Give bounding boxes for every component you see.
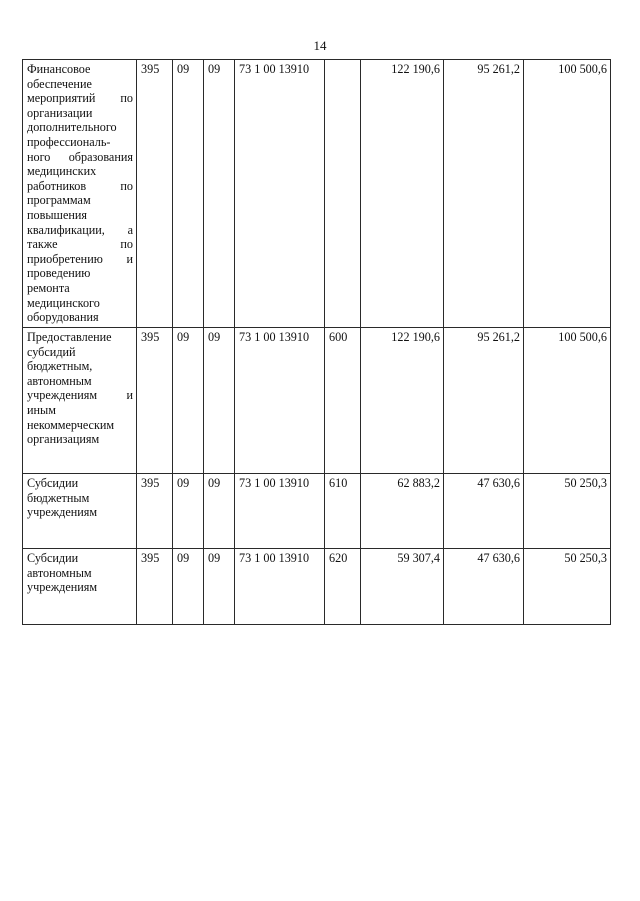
target-article-cell: 73 1 00 13910 bbox=[235, 549, 325, 625]
subsection-cell: 09 bbox=[204, 328, 235, 474]
ministry-cell: 395 bbox=[137, 328, 173, 474]
amount-1-cell: 62 883,2 bbox=[361, 474, 444, 549]
ministry-cell: 395 bbox=[137, 549, 173, 625]
amount-2-cell: 47 630,6 bbox=[444, 549, 524, 625]
target-article-cell: 73 1 00 13910 bbox=[235, 474, 325, 549]
subsection-cell: 09 bbox=[204, 474, 235, 549]
amount-2-cell: 47 630,6 bbox=[444, 474, 524, 549]
expense-type-cell: 610 bbox=[325, 474, 361, 549]
target-article-cell: 73 1 00 13910 bbox=[235, 60, 325, 328]
table-row bbox=[23, 328, 611, 474]
table-row bbox=[23, 60, 611, 328]
section-cell: 09 bbox=[173, 328, 204, 474]
expense-type-cell: 600 bbox=[325, 328, 361, 474]
amount-3-cell: 50 250,3 bbox=[524, 474, 611, 549]
amount-1-cell: 122 190,6 bbox=[361, 60, 444, 328]
budget-table bbox=[22, 59, 611, 625]
section-cell: 09 bbox=[173, 549, 204, 625]
amount-2-cell: 95 261,2 bbox=[444, 60, 524, 328]
subsection-cell: 09 bbox=[204, 549, 235, 625]
subsection-cell: 09 bbox=[204, 60, 235, 328]
row-name-cell: Финансовое обеспечение мероприятий по организации дополнительного профессиональ-ного образования медицинских работников по программам повышения квалификации, а также по приобретению и проведению ремонта медицинского оборудования bbox=[23, 60, 137, 328]
row-name-cell: Субсидии автономным учреждениям bbox=[23, 549, 137, 625]
expense-type-cell bbox=[325, 60, 361, 328]
section-cell: 09 bbox=[173, 474, 204, 549]
ministry-cell: 395 bbox=[137, 60, 173, 328]
section-cell: 09 bbox=[173, 60, 204, 328]
amount-1-cell: 59 307,4 bbox=[361, 549, 444, 625]
table-row bbox=[23, 474, 611, 549]
amount-2-cell: 95 261,2 bbox=[444, 328, 524, 474]
page-number: 14 bbox=[313, 38, 327, 53]
amount-1-cell: 122 190,6 bbox=[361, 328, 444, 474]
target-article-cell: 73 1 00 13910 bbox=[235, 328, 325, 474]
table-row bbox=[23, 549, 611, 625]
amount-3-cell: 100 500,6 bbox=[524, 60, 611, 328]
expense-type-cell: 620 bbox=[325, 549, 361, 625]
ministry-cell: 395 bbox=[137, 474, 173, 549]
row-name-cell: Предоставление субсидий бюджетным, автономным учреждениям и иным некоммерческим организациям bbox=[23, 328, 137, 474]
amount-3-cell: 50 250,3 bbox=[524, 549, 611, 625]
row-name-cell: Субсидии бюджетным учреждениям bbox=[23, 474, 137, 549]
amount-3-cell: 100 500,6 bbox=[524, 328, 611, 474]
